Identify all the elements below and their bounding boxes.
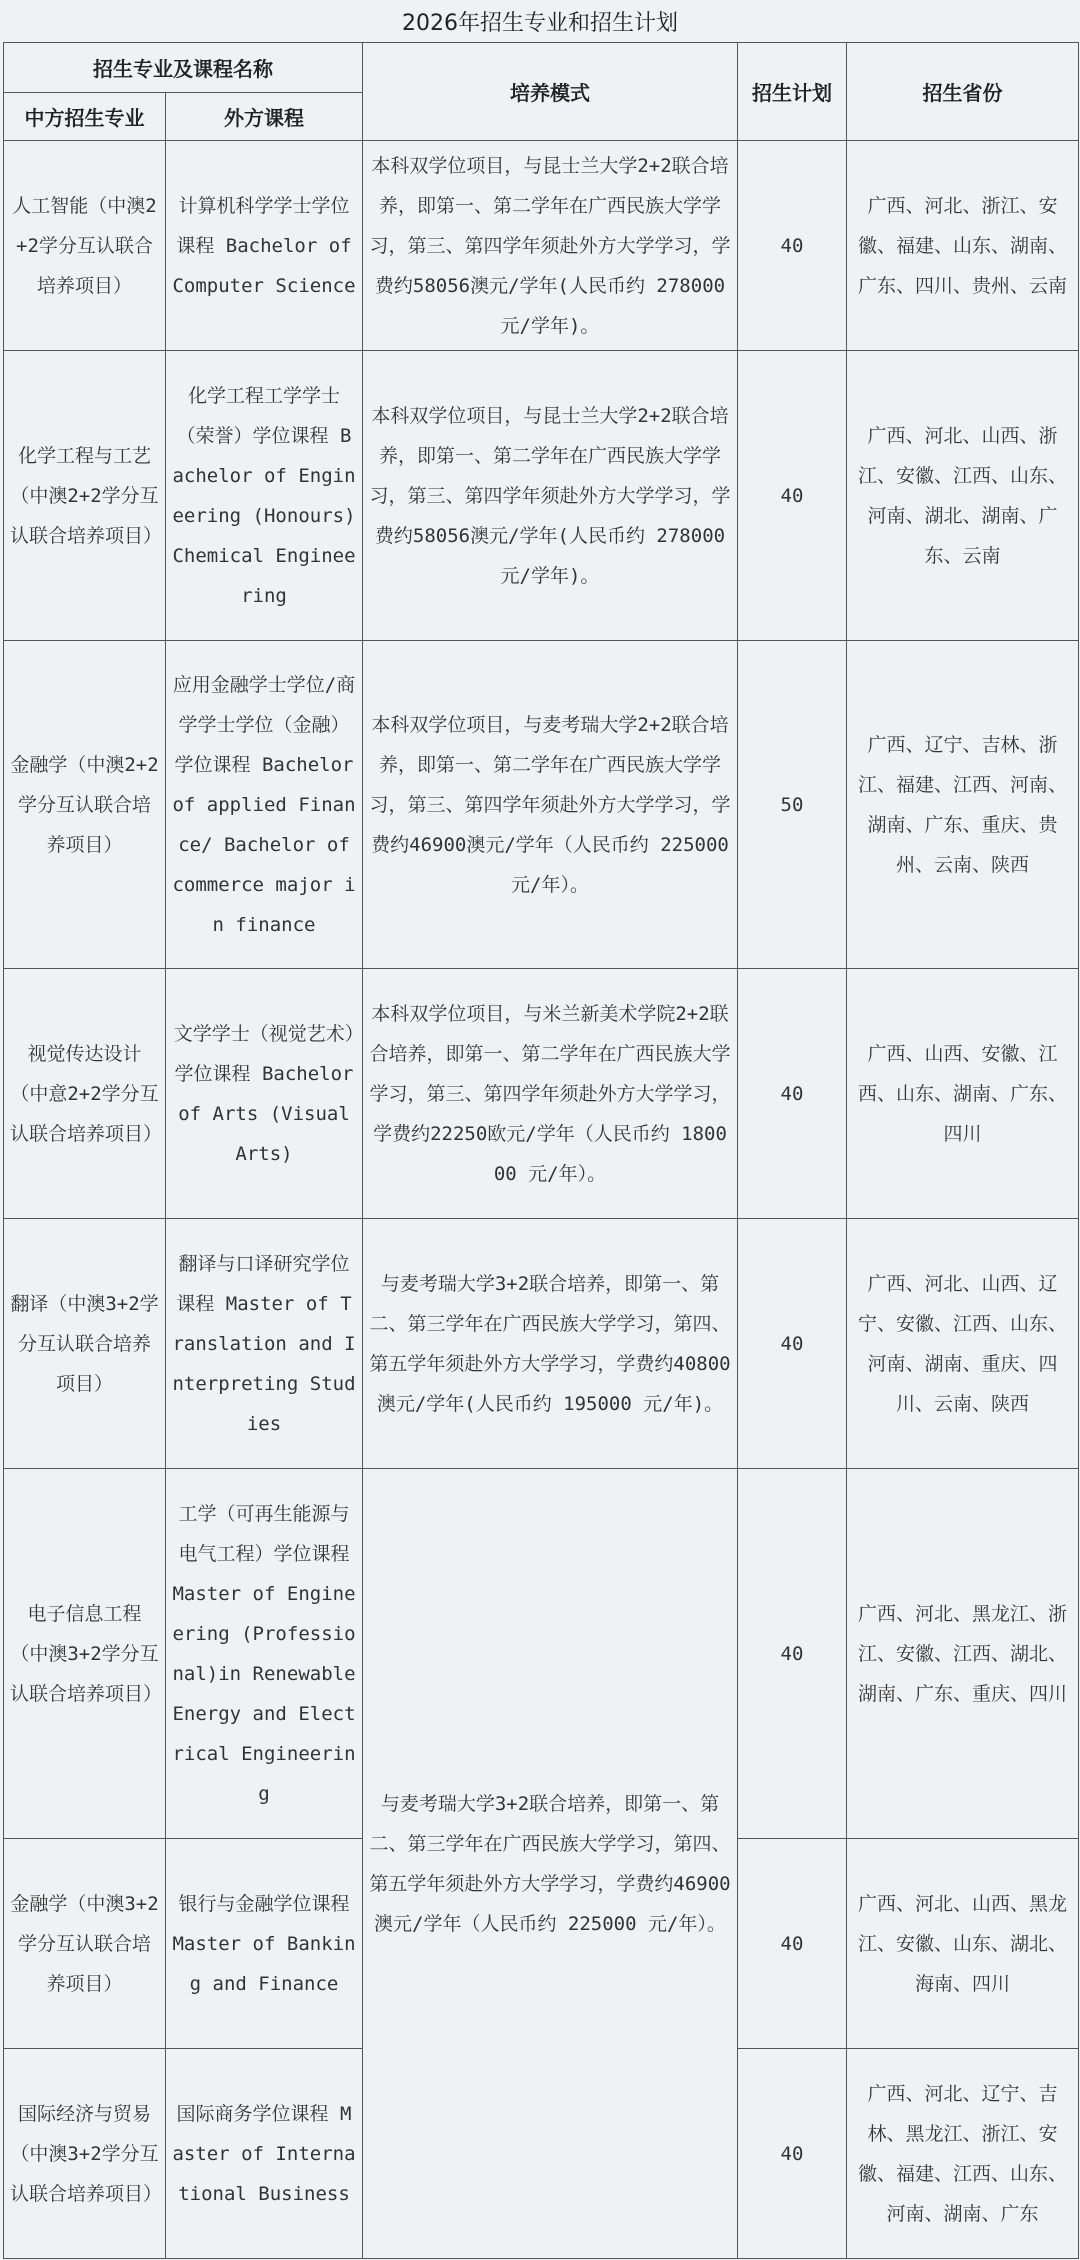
mode-cell: 与麦考瑞大学3+2联合培养，即第一、第二、第三学年在广西民族大学学习，第四、第五学年须赴外方大学学习，学费约40800澳元/学年(人民币约 195000 元/年)。 xyxy=(363,1219,738,1469)
course-cell: 翻译与口译研究学位课程 Master of Translation and Interpreting Studies xyxy=(166,1219,363,1469)
header-plan: 招生计划 xyxy=(738,43,847,141)
plan-cell: 40 xyxy=(738,141,847,351)
mode-cell: 本科双学位项目，与麦考瑞大学2+2联合培养，即第一、第二学年在广西民族大学学习，第三、第四学年须赴外方大学学习，学费约46900澳元/学年（人民币约 225000 元/年）。 xyxy=(363,641,738,969)
course-cell: 国际商务学位课程 Master of International Business xyxy=(166,2049,363,2259)
header-provinces: 招生省份 xyxy=(847,43,1079,141)
plan-cell: 40 xyxy=(738,351,847,641)
mode-cell: 本科双学位项目，与昆士兰大学2+2联合培养，即第一、第二学年在广西民族大学学习，第三、第四学年须赴外方大学学习，学费约58056澳元/学年(人民币约 278000元/学年)。 xyxy=(363,351,738,641)
course-cell: 银行与金融学位课程 Master of Banking and Finance xyxy=(166,1839,363,2049)
major-cell: 翻译（中澳3+2学分互认联合培养项目） xyxy=(4,1219,166,1469)
provinces-cell: 广西、河北、山西、黑龙江、安徽、山东、湖北、海南、四川 xyxy=(847,1839,1079,2049)
course-cell: 文学学士（视觉艺术）学位课程 Bachelor of Arts (Visual Arts) xyxy=(166,969,363,1219)
provinces-cell: 广西、山西、安徽、江西、山东、湖南、广东、四川 xyxy=(847,969,1079,1219)
provinces-cell: 广西、河北、山西、辽宁、安徽、江西、山东、河南、湖南、重庆、四川、云南、陕西 xyxy=(847,1219,1079,1469)
provinces-cell: 广西、河北、山西、浙江、安徽、江西、山东、河南、湖北、湖南、广东、云南 xyxy=(847,351,1079,641)
course-cell: 化学工程工学学士（荣誉）学位课程 Bachelor of Engineering (Honours) Chemical Engineering xyxy=(166,351,363,641)
enrollment-plan-table xyxy=(3,42,1079,2259)
plan-cell: 40 xyxy=(738,1469,847,1839)
header-mode: 培养模式 xyxy=(363,43,738,141)
major-cell: 人工智能（中澳2+2学分互认联合培养项目） xyxy=(4,141,166,351)
table-row xyxy=(4,141,1079,351)
table-row xyxy=(4,969,1079,1219)
provinces-cell: 广西、河北、辽宁、吉林、黑龙江、浙江、安徽、福建、江西、山东、河南、湖南、广东 xyxy=(847,2049,1079,2259)
page-title: 2026年招生专业和招生计划 xyxy=(402,11,678,36)
major-cell: 金融学（中澳2+2学分互认联合培养项目） xyxy=(4,641,166,969)
mode-cell: 本科双学位项目，与米兰新美术学院2+2联合培养，即第一、第二学年在广西民族大学学习，第三、第四学年须赴外方大学学习，学费约22250欧元/学年（人民币约 180000 元/年）。 xyxy=(363,969,738,1219)
major-cell: 国际经济与贸易（中澳3+2学分互认联合培养项目） xyxy=(4,2049,166,2259)
major-cell: 金融学（中澳3+2学分互认联合培养项目） xyxy=(4,1839,166,2049)
course-cell: 应用金融学士学位/商学学士学位（金融）学位课程 Bachelor of applied Finance/ Bachelor of commerce major in finance xyxy=(166,641,363,969)
mode-cell-merged: 与麦考瑞大学3+2联合培养，即第一、第二、第三学年在广西民族大学学习，第四、第五学年须赴外方大学学习，学费约46900澳元/学年（人民币约 225000 元/年）。 xyxy=(363,1469,738,2259)
provinces-cell: 广西、河北、浙江、安徽、福建、山东、湖南、广东、四川、贵州、云南 xyxy=(847,141,1079,351)
header-major-group: 招生专业及课程名称 xyxy=(4,43,363,93)
plan-cell: 40 xyxy=(738,1219,847,1469)
provinces-cell: 广西、辽宁、吉林、浙江、福建、江西、河南、湖南、广东、重庆、贵州、云南、陕西 xyxy=(847,641,1079,969)
table-row xyxy=(4,351,1079,641)
major-cell: 视觉传达设计（中意2+2学分互认联合培养项目） xyxy=(4,969,166,1219)
header-foreign-course: 外方课程 xyxy=(166,93,363,141)
table-row xyxy=(4,1469,1079,1839)
major-cell: 电子信息工程（中澳3+2学分互认联合培养项目） xyxy=(4,1469,166,1839)
plan-cell: 40 xyxy=(738,2049,847,2259)
provinces-cell: 广西、河北、黑龙江、浙江、安徽、江西、湖北、湖南、广东、重庆、四川 xyxy=(847,1469,1079,1839)
plan-cell: 40 xyxy=(738,1839,847,2049)
major-cell: 化学工程与工艺（中澳2+2学分互认联合培养项目） xyxy=(4,351,166,641)
course-cell: 计算机科学学士学位课程 Bachelor of Computer Science xyxy=(166,141,363,351)
course-cell: 工学（可再生能源与电气工程）学位课程 Master of Engineering (Professional)in Renewable Energy and Electrical Engineering xyxy=(166,1469,363,1839)
plan-cell: 50 xyxy=(738,641,847,969)
header-cn-major: 中方招生专业 xyxy=(4,93,166,141)
plan-cell: 40 xyxy=(738,969,847,1219)
table-row xyxy=(4,1219,1079,1469)
header-row-top xyxy=(4,43,1079,93)
table-row xyxy=(4,641,1079,969)
mode-cell: 本科双学位项目，与昆士兰大学2+2联合培养，即第一、第二学年在广西民族大学学习，第三、第四学年须赴外方大学学习，学费约58056澳元/学年(人民币约 278000元/学年)。 xyxy=(363,141,738,351)
